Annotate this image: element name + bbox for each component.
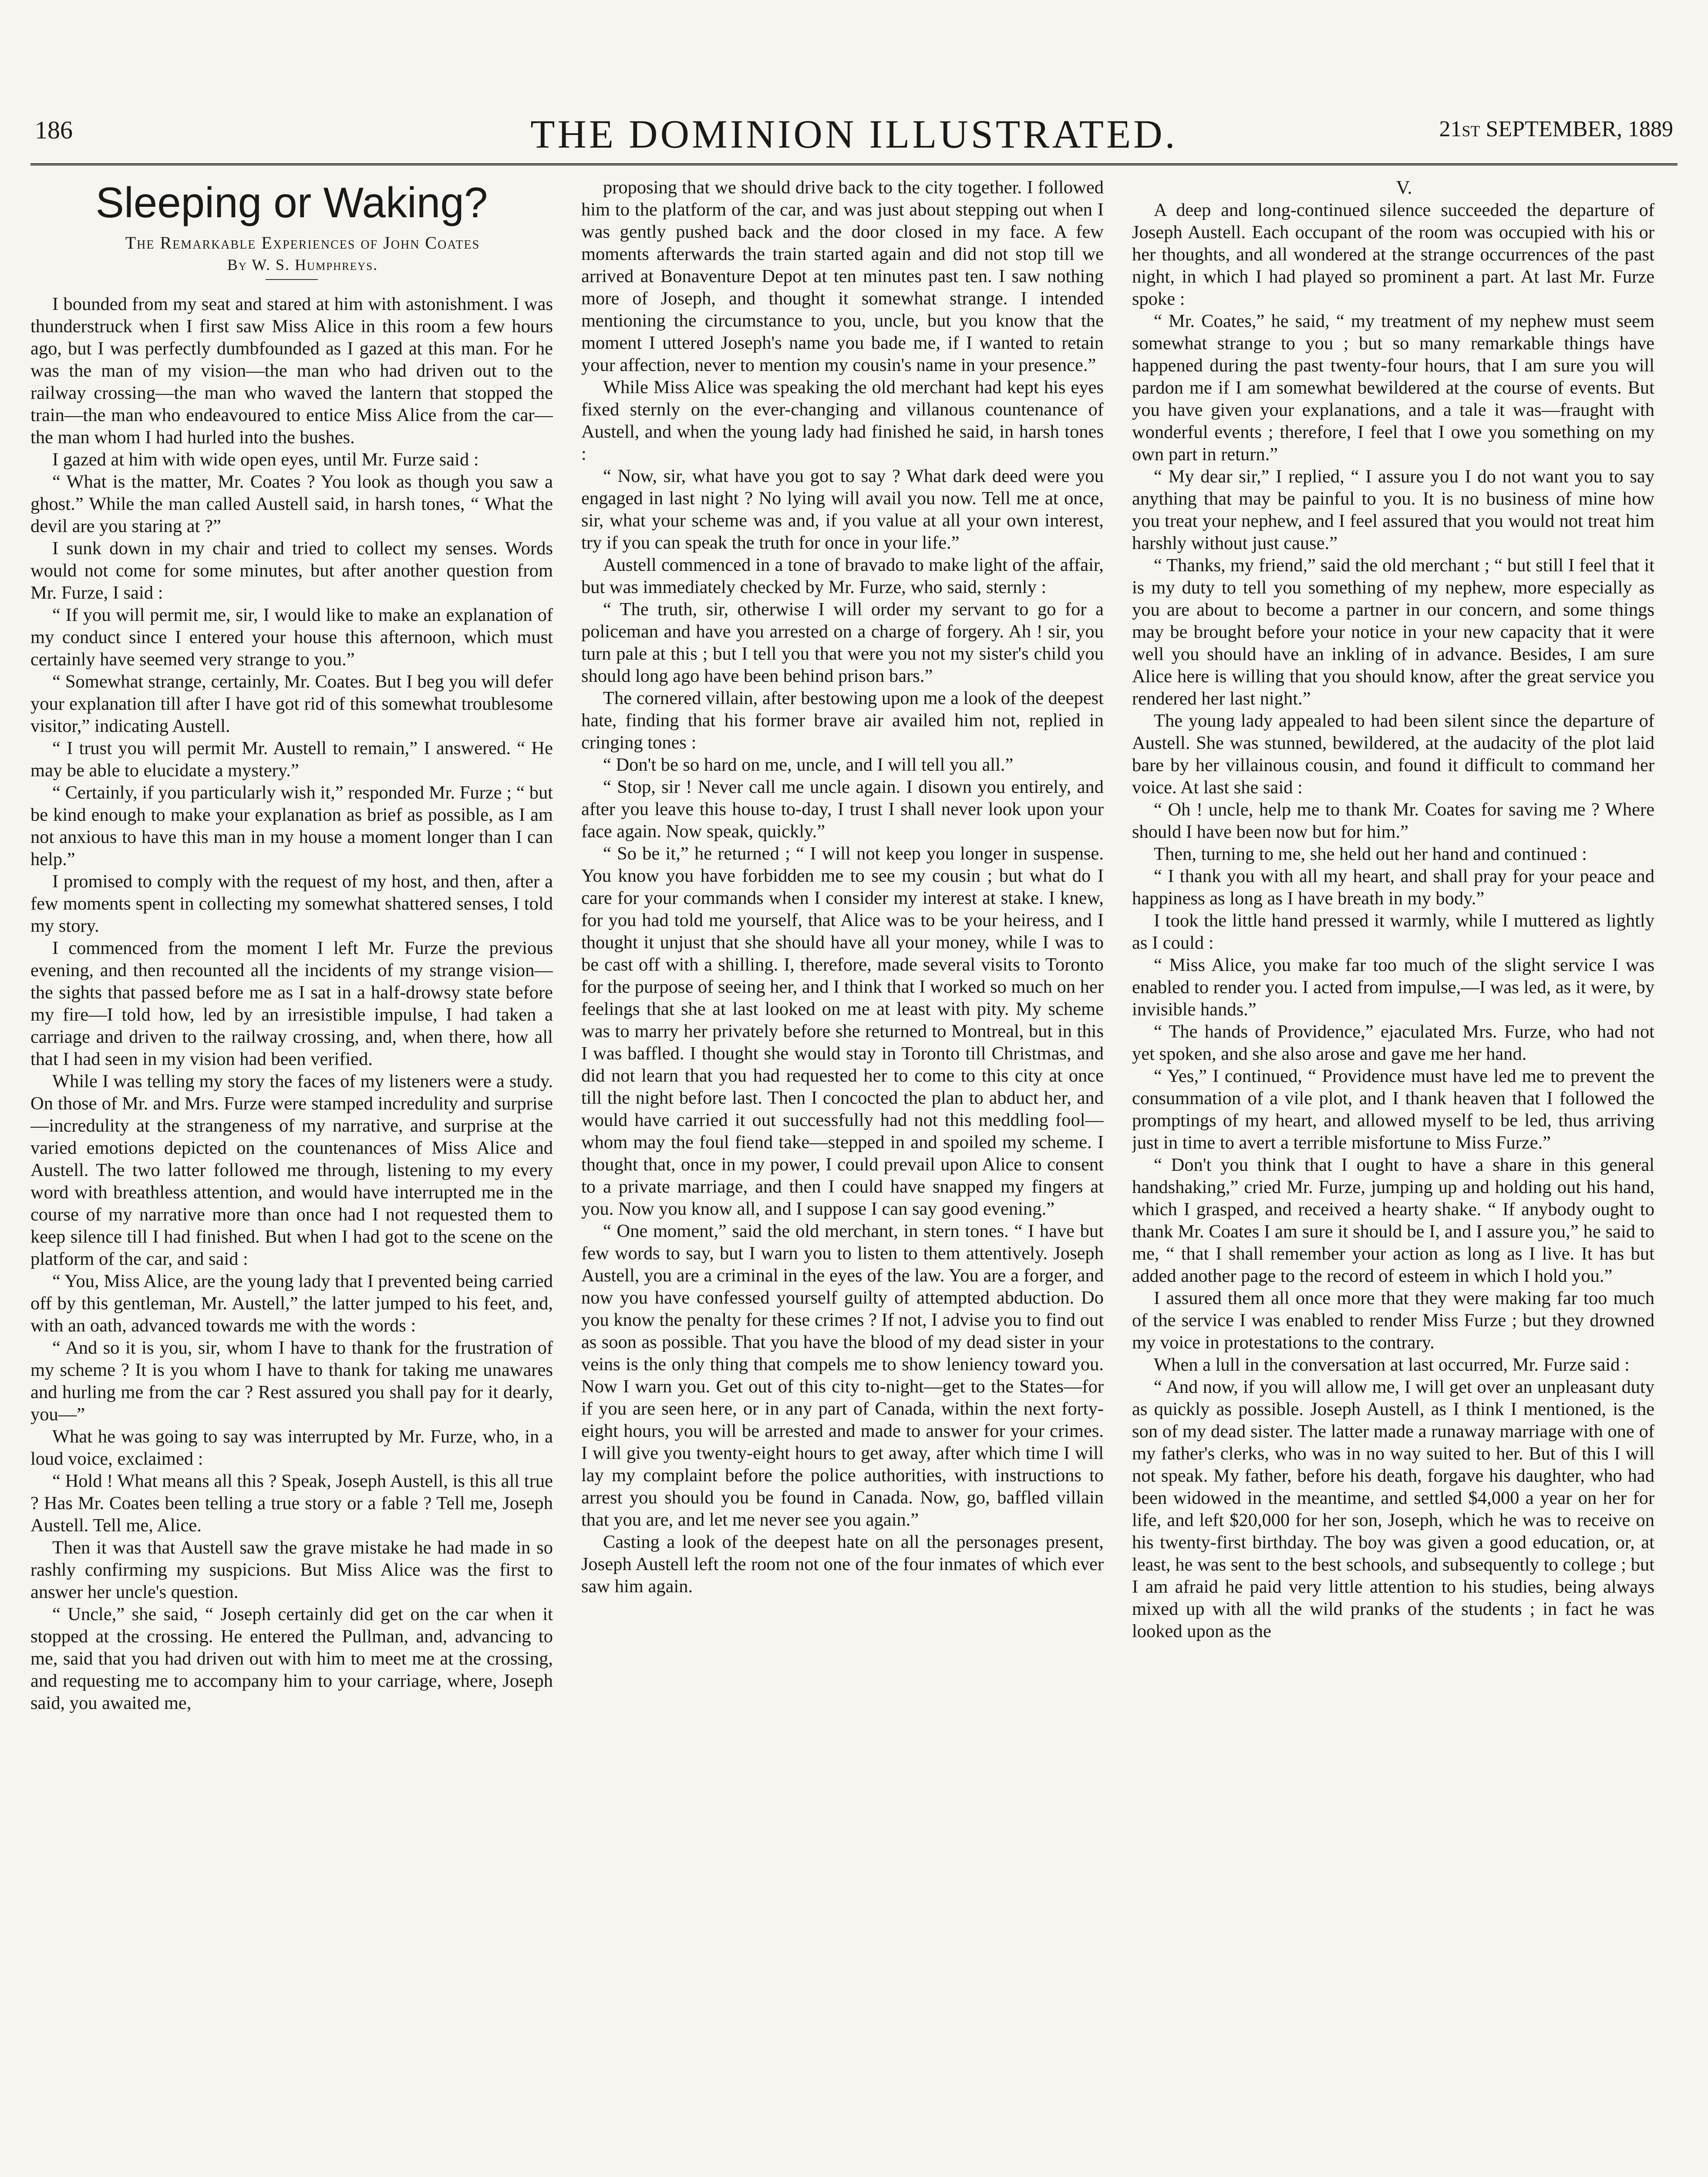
paragraph: proposing that we should drive back to the city together. I followed him to the platform of the car, and was just about stepping out when I was gently pushed back and the door closed in my face. A few moments afterwards the train started again and did not stop till we arrived at Bonaventure Depot at ten minutes past ten. I saw nothing more of Joseph, and thought it somewhat strange. I intended mentioning the circumstance to you, uncle, but you know that the moment I uttered Joseph's name you bade me, if I wanted to retain your affection, never to mention my cousin's name in your presence.” — [581, 177, 1104, 375]
paragraph: “ Don't you think that I ought to have a share in this general handshaking,” cried Mr. Furze, jumping up and holding out his hand, which I grasped, and received a hearty shake. “ If anybody ought to thank Mr. Coates I am sure it should be I, and I assure you,” he said to me, “ that I shall remember your action as long as I live. It has but added another page to the record of esteem in which I hold you.” — [1132, 1155, 1654, 1286]
paragraph: I sunk down in my chair and tried to collect my senses. Words would not come for some minutes, but after another question from Mr. Furze, I said : — [30, 538, 553, 603]
paragraph: “ Stop, sir ! Never call me uncle again. I disown you entirely, and after you leave this house to-day, I trust I shall never look upon your face again. Now speak, quickly.” — [581, 777, 1104, 842]
title-rule — [266, 279, 318, 280]
paragraph: Then it was that Austell saw the grave mistake he had made in so rashly confirming my suspicions. But Miss Alice was the first to answer her uncle's question. — [30, 1537, 553, 1602]
paragraph: Austell commenced in a tone of bravado to make light of the affair, but was immediately checked by Mr. Furze, who said, sternly : — [581, 555, 1104, 597]
paragraph: What he was going to say was interrupted by Mr. Furze, who, in a loud voice, exclaimed : — [30, 1426, 553, 1469]
paragraph: While Miss Alice was speaking the old merchant had kept his eyes fixed sternly on the ever-changing and villanous countenance of Austell, and when the young lady had finished he said, in harsh tones : — [581, 377, 1104, 464]
paragraph: “ Now, sir, what have you got to say ? What dark deed were you engaged in last night ? No lying will avail you now. Tell me at once, sir, what your scheme was and, if you value at all your own interest, try if you can speak the truth for once in your life.” — [581, 466, 1104, 553]
paragraph: Casting a look of the deepest hate on all the personages present, Joseph Austell left the room not one of the four inmates of which ever saw him again. — [581, 1532, 1104, 1597]
chapter-numeral: V. — [1396, 177, 1412, 198]
paragraph: Then, turning to me, she held out her hand and continued : — [1154, 844, 1587, 864]
page-number: 186 — [35, 116, 73, 144]
journal-title: THE DOMINION ILLUSTRATED. — [530, 112, 1178, 156]
story-subtitle: The Remarkable Experiences of John Coates — [125, 233, 480, 253]
paragraph: I assured them all once more that they were making far too much of the service I was enabled to render Miss Furze ; but they drowned my voice in protestations to the contrary. — [1132, 1288, 1654, 1353]
paragraph: “ Thanks, my friend,” said the old merchant ; “ but still I feel that it is my duty to tell you something of my nephew, more especially as you are about to become a partner in our concern, and some things may be brought before your notice in your new capacity that it were well you should have an inkling of in advance. Besides, I am sure Alice here is willing that you should know, after the great service you rendered her last night.” — [1132, 555, 1654, 709]
paragraph: “ Somewhat strange, certainly, Mr. Coates. But I beg you will defer your explanation till after I have got rid of this somewhat troublesome visitor,” indicating Austell. — [30, 671, 553, 736]
paragraph: “ I trust you will permit Mr. Austell to remain,” I answered. “ He may be able to elucidate a mystery.” — [30, 738, 553, 781]
paragraph: “ And so it is you, sir, whom I have to thank for the frustration of my scheme ? It is you whom I have to thank for taking me unawares and hurling me from the car ? Rest assured you shall pay for it dearly, you—” — [30, 1338, 553, 1425]
paragraph: “ Certainly, if you particularly wish it,” responded Mr. Furze ; “ but be kind enough to make your explanation as brief as possible, as I am not anxious to have this man in my house a moment longer than I can help.” — [30, 782, 553, 869]
paragraph: A deep and long-continued silence succeeded the departure of Joseph Austell. Each occupant of the room was occupied with his or her thoughts, and all wondered at the strange occurrences of the past night, in which I had played so prominent a part. At last Mr. Furze spoke : — [1132, 200, 1654, 309]
paragraph: “ Yes,” I continued, “ Providence must have led me to prevent the consummation of a vile plot, and I thank heaven that I followed the promptings of my heart, and allowed myself to be led, thus arriving just in time to avert a terrible misfortune to Miss Furze.” — [1132, 1066, 1654, 1153]
paragraph: I bounded from my seat and stared at him with astonishment. I was thunderstruck when I first saw Miss Alice in this room a few hours ago, but I was perfectly dumbfounded as I gazed at this man. For he was the man of my vision—the man who had driven out to the railway crossing—the man who waved the lantern that stopped the train—the man who endeavoured to entice Miss Alice from the car—the man whom I had hurled into the bushes. — [30, 294, 553, 448]
column-3 — [1132, 176, 1654, 2177]
masthead — [30, 111, 1678, 165]
paragraph: I promised to comply with the request of my host, and then, after a few moments spent in collecting my somewhat shattered senses, I told my story. — [30, 871, 553, 936]
paragraph: “ Hold ! What means all this ? Speak, Joseph Austell, is this all true ? Has Mr. Coates been telling a true story or a fable ? Tell me, Joseph Austell. Tell me, Alice. — [30, 1471, 553, 1536]
paragraph: When a lull in the conversation at last occurred, Mr. Furze said : — [1154, 1355, 1630, 1375]
paragraph: “ The hands of Providence,” ejaculated Mrs. Furze, who had not yet spoken, and she also arose and gave me her hand. — [1132, 1021, 1654, 1064]
issue-date: 21st SEPTEMBER, 1889 — [1439, 117, 1673, 142]
paragraph: The cornered villain, after bestowing upon me a look of the deepest hate, finding that his former brave air availed him not, replied in cringing tones : — [581, 688, 1104, 753]
paragraph: “ Mr. Coates,” he said, “ my treatment of my nephew must seem somewhat strange to you ; but so many remarkable things have happened during the past twenty-four hours, that I am sure you will pardon me if I am somewhat bewildered at the course of events. But you have given your explanations, and a tale it was—fraught with wonderful events ; therefore, I feel that I owe you something on my own part in return.” — [1132, 311, 1654, 465]
paragraph: “ One moment,” said the old merchant, in stern tones. “ I have but few words to say, but I warn you to listen to them attentively. Joseph Austell, you are a criminal in the eyes of the law. You are a forger, and now you have confessed yourself guilty of attempted abduction. Do you know the penalty for these crimes ? If not, I advise you to find out as soon as possible. That you have the blood of my dead sister in your veins is the only thing that compels me to show leniency toward you. Now I warn you. Get out of this city to-night—get to the States—for if you are seen here, or in any part of Canada, within the next forty-eight hours, you will be arrested and made to answer for your crimes. I will give you twenty-eight hours to get away, after which time I will lay my complaint before the police authorities, with instructions to arrest you should you be found in Canada. Now, go, baffled villain that you are, and let me never see you again.” — [581, 1221, 1104, 1530]
article-columns — [30, 176, 1678, 2177]
paragraph: “ I thank you with all my heart, and shall pray for your peace and happiness as long as I have breath in my body.” — [1132, 866, 1654, 909]
paragraph: “ Uncle,” she said, “ Joseph certainly did get on the car when it stopped at the crossing. He entered the Pullman, and, advancing to me, said that you had driven out with him to meet me at the crossing, and requesting me to accompany him to your carriage, where, Joseph said, you awaited me, — [30, 1604, 553, 1713]
paragraph: I commenced from the moment I left Mr. Furze the previous evening, and then recounted all the incidents of my strange vision—the sights that passed before me as I sat in a half-drowsy state before my fire—I told how, led by an irresistible impulse, I had taken a carriage and driven to the railway crossing, and, when there, how all that I had seen in my vision had been verified. — [30, 938, 553, 1069]
paragraph: I gazed at him with wide open eyes, until Mr. Furze said : — [52, 449, 479, 470]
paragraph: “ What is the matter, Mr. Coates ? You look as though you saw a ghost.” While the man called Austell said, in harsh tones, “ What the devil are you staring at ?” — [30, 472, 553, 536]
paragraph: “ And now, if you will allow me, I will get over an unpleasant duty as quickly as possible. Joseph Austell, as I think I mentioned, is the son of my dead sister. The latter made a runaway marriage with one of my father's clerks, who was in no way suited to her. But of this I will not speak. My father, before his death, forgave his daughter, who had been widowed in the meantime, and settled $4,000 a year on her for life, and left $20,000 for her son, Joseph, which he was to receive on his twenty-first birthday. The boy was given a good education, or, at least, he was sent to the best schools, and subsequently to college ; but I am afraid he paid very little attention to his studies, being always mixed up with all the wild pranks of the students ; in fact he was looked upon as the — [1132, 1377, 1654, 1641]
paragraph: “ Miss Alice, you make far too much of the slight service I was enabled to render you. I acted from impulse,—I was led, as it were, by invisible hands.” — [1132, 955, 1654, 1020]
paragraph: I took the little hand pressed it warmly, while I muttered as lightly as I could : — [1132, 910, 1654, 953]
paragraph: “ Oh ! uncle, help me to thank Mr. Coates for saving me ? Where should I have been now but for him.” — [1132, 799, 1654, 842]
column-1 — [30, 176, 553, 2177]
column-2 — [581, 176, 1104, 2177]
paragraph: “ So be it,” he returned ; “ I will not keep you longer in suspense. You know you have forbidden me to see my cousin ; but what do I care for your commands when I consider my interest at stake. I knew, for you had told me yourself, that Alice was to be your heiress, and I thought it unjust that she should have all your money, while I was to be cast off with a shilling. I, therefore, made several visits to Toronto for the purpose of seeing her, and I think that I worked so much on her feelings that she at last looked on me at least with pity. My scheme was to marry her privately before she returned to Montreal, but in this I was baffled. I thought she would stay in Toronto till Christmas, and did not learn that you had requested her to come to this city at once till the night before last. Then I concocted the plan to abduct her, and would have carried it out successfully had not this meddling fool—whom may the foul fiend take—stepped in and spoiled my scheme. I thought that, once in my power, I could prevail upon Alice to consent to a private marriage, and then I could have snapped my fingers at you. Now you know all, and I suppose I can say good evening.” — [581, 843, 1104, 1219]
paragraph: “ You, Miss Alice, are the young lady that I prevented being carried off by this gentleman, Mr. Austell,” the latter jumped to his feet, and, with an oath, advanced towards me with the words : — [30, 1271, 553, 1336]
story-title: Sleeping or Waking? — [95, 179, 488, 226]
paragraph: “ Don't be so hard on me, uncle, and I will tell you all.” — [603, 755, 1014, 775]
paragraph: “ My dear sir,” I replied, “ I assure you I do not want you to say anything that may be painful to you. It is no business of mine how you treat your nephew, and I feel assured that you would not treat him harshly without just cause.” — [1132, 466, 1654, 553]
paragraph: “ The truth, sir, otherwise I will order my servant to go for a policeman and have you arrested on a charge of forgery. Ah ! sir, you turn pale at this ; but I tell you that were you not my sister's child you should long ago have been behind prison bars.” — [581, 599, 1104, 686]
paragraph: While I was telling my story the faces of my listeners were a study. On those of Mr. and Mrs. Furze were stamped incredulity and surprise—incredulity at the strangeness of my narrative, and surprise at the varied emotions depicted on the countenances of Miss Alice and Austell. The two latter followed me through, listening to my every word with breathless attention, and would have interrupted me in the course of my narrative more than once had I not requested them to keep silence till I had finished. But when I had got to the scene on the platform of the car, and said : — [30, 1071, 553, 1269]
byline: By W. S. Humphreys. — [227, 256, 378, 273]
paragraph: The young lady appealed to had been silent since the departure of Austell. She was stunned, bewildered, at the audacity of the plot laid bare by her villainous cousin, and found it difficult to command her voice. At last she said : — [1132, 711, 1654, 798]
paragraph: “ If you will permit me, sir, I would like to make an explanation of my conduct since I entered your house this afternoon, which must certainly have seemed very strange to you.” — [30, 605, 553, 670]
